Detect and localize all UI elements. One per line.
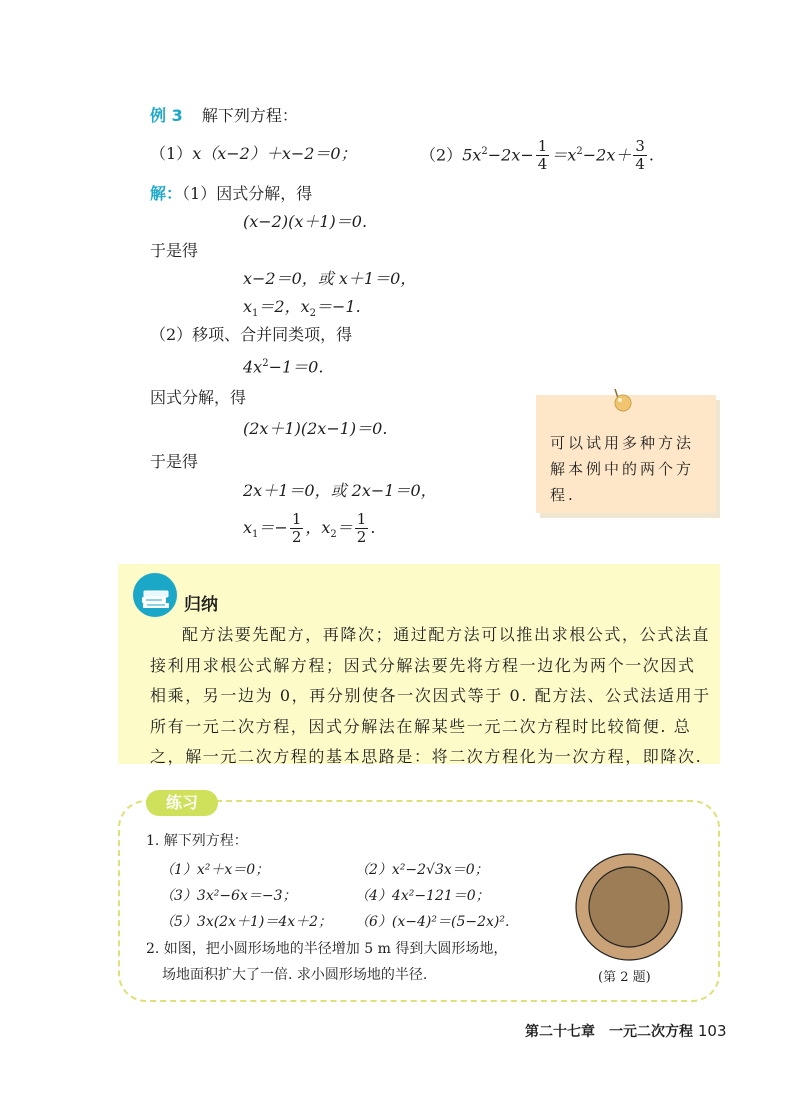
solution-line-8: 因式分解，得 [150, 388, 247, 407]
books-icon [132, 572, 178, 618]
practice-eq-3: （3）3x²−6x＝−3； [160, 888, 297, 904]
practice-q2-line-2: 场地面积扩大了一倍. 求小圆形场地的半径. [162, 967, 428, 983]
practice-q2-line-1: 2. 如图，把小圆形场地的半径增加 5 m 得到大圆形场地， [146, 941, 508, 957]
summary-title: 归纳 [184, 595, 218, 615]
practice-eq-4: （4）4x²−121＝0； [355, 888, 490, 904]
practice-eq-5: （5）3x(2x＋1)＝4x＋2； [160, 914, 333, 930]
fraction-one-quarter: $\frac{1}{4}$ [537, 137, 548, 174]
solution-line-10: 于是得 [150, 452, 199, 471]
solution-line-11: 2x＋1＝0，或 2x−1＝0， [243, 481, 437, 500]
practice-eq-1: （1）x²＋x＝0； [160, 862, 270, 878]
page-footer [525, 1021, 727, 1041]
fraction-three-quarters: $\frac{3}{4}$ [635, 137, 645, 174]
example-instruction: 解下列方程： [201, 106, 298, 125]
margin-note [536, 395, 716, 513]
solution-line-2: (x−2)(x＋1)＝0. [243, 212, 368, 231]
pin-icon [606, 387, 640, 415]
practice-eq-6: （6）(x−4)²＝(5−2x)². [355, 914, 510, 930]
summary-text: 配方法要先配方，再降次；通过配方法可以推出求根公式，公式法直接利用求根公式解方程；因式分解法要先将方程一边化为两个一次因式相乘，另一边为 0，再分别使各一次因式等于 0. 配方法、公式法适用于所有一元二次方程，因式分解法在解某些一元二次方程时比较简便. 总之，解一元二次方程的基本思路是：将二次方程化为一次方程，即降次. [150, 625, 711, 766]
small-circle [589, 867, 669, 947]
solution-line-3: 于是得 [150, 241, 199, 260]
example-heading [150, 105, 298, 127]
solution-line-4: x−2＝0，或 x＋1＝0， [243, 269, 417, 288]
figure-caption: (第 2 题) [598, 970, 651, 985]
solution-line-1: 解：（1）因式分解，得 [150, 184, 313, 203]
problem-2: $(2)5x^2-2x-$ $\frac{1}{4}$ $=x^2-2x+$ $\frac{3}{4}$ . [420, 137, 654, 174]
problem-1-equation: x（x−2）＋x−2＝0； [192, 144, 357, 163]
note-text: 可以试用多种方法解本例中的两个方程. [550, 434, 695, 504]
practice-tag: 练习 [146, 790, 218, 816]
practice-q1: 1. 解下列方程： [146, 833, 248, 849]
solution-line-9: (2x＋1)(2x−1)＝0. [243, 419, 388, 438]
solution-line-5: $x_1=2$，$x_2=-1$. [243, 297, 361, 320]
concentric-circles-figure [574, 852, 684, 962]
practice-eq-2: （2）x²−2√3x＝0； [355, 862, 489, 878]
solution-line-7: $4x^2-1=0$. [243, 357, 324, 377]
chapter-title: 第二十七章 一元二次方程 [525, 1024, 693, 1040]
solution-line-12: $x_1=-$ $\frac{1}{2}$ ，$x_2=$ $\frac{1}{2}$ . [243, 510, 376, 546]
solution-line-6: （2）移项、合并同类项，得 [150, 325, 353, 344]
solution-label: 解： [150, 184, 183, 203]
page-number: 103 [697, 1022, 727, 1040]
example-label: 例 3 [150, 106, 183, 125]
problem-1: （1）x（x−2）＋x−2＝0； [150, 144, 357, 163]
summary-box [118, 564, 720, 764]
